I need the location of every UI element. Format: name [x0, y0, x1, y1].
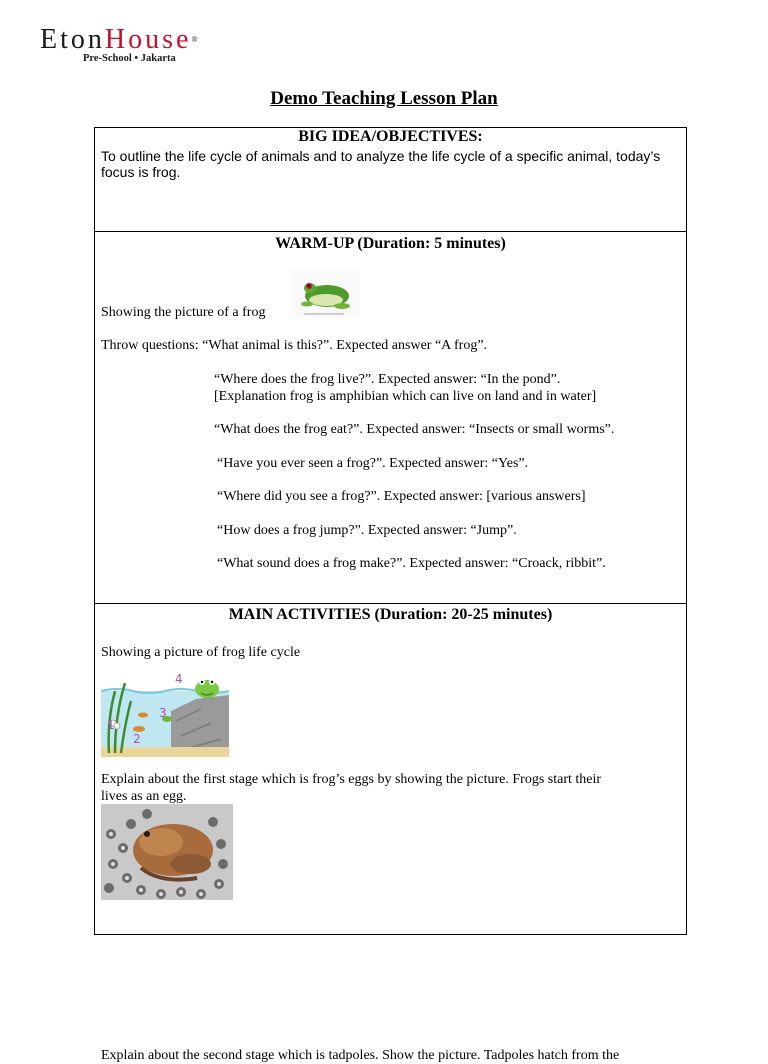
- main-activities-section: [95, 603, 686, 1063]
- warmup-question-live-note: [Explanation frog is amphibian which can live on land and in water]: [214, 389, 597, 404]
- lesson-plan-table: [94, 127, 687, 1063]
- warmup-heading: WARM-UP (Duration: 5 minutes): [275, 235, 506, 252]
- cycle-number-2: 2: [133, 732, 141, 746]
- main-activities-heading: MAIN ACTIVITIES (Duration: 20-25 minutes): [228, 606, 553, 623]
- objectives-text: To outline the life cycle of animals and to analyze the life cycle of a specific animal, today’s focus is frog.: [101, 148, 661, 180]
- logo-brand: [40, 24, 198, 56]
- objectives-heading: BIG IDEA/OBJECTIVES:: [298, 128, 483, 145]
- frog-eggs-picture: [101, 804, 233, 900]
- main-show-cycle: Showing a picture of frog life cycle: [101, 645, 301, 660]
- logo-brand-second: House: [104, 24, 192, 55]
- frog-life-cycle-picture: [101, 661, 229, 757]
- logo-subtitle: Pre-School • Jakarta: [83, 53, 176, 64]
- warmup-question-jump: “How does a frog jump?”. Expected answer: “Jump”.: [217, 523, 517, 538]
- warmup-question-where-seen: “Where did you see a frog?”. Expected answer: [various answers]: [217, 489, 586, 504]
- logo-brand-first: Eton: [40, 24, 105, 55]
- cycle-number-3: 3: [159, 706, 167, 720]
- cycle-number-4: 4: [175, 672, 183, 686]
- stage2-text-line1: Explain about the second stage which is tadpoles. Show the picture. Tadpoles hatch from the: [101, 1048, 620, 1063]
- warmup-question-seen: “Have you ever seen a frog?”. Expected answer: “Yes”.: [217, 456, 529, 471]
- frog-picture: [290, 270, 360, 318]
- logo-registered-mark: ®: [191, 35, 198, 44]
- warmup-question-live: “Where does the frog live?”. Expected answer: “In the pond”.: [214, 372, 561, 387]
- warmup-question-sound: “What sound does a frog make?”. Expected answer: “Croack, ribbit”.: [217, 556, 606, 571]
- warmup-section: [95, 231, 686, 604]
- warmup-questions-intro: Throw questions: “What animal is this?”. Expected answer “A frog”.: [101, 338, 488, 353]
- stage1-text-line2: lives as an egg.: [101, 789, 187, 804]
- document-title: Demo Teaching Lesson Plan: [270, 88, 498, 109]
- stage1-text-line1: Explain about the first stage which is frog’s eggs by showing the picture. Frogs start their: [101, 772, 602, 787]
- warmup-show-picture: Showing the picture of a frog: [101, 305, 266, 320]
- warmup-question-eat: “What does the frog eat?”. Expected answer: “Insects or small worms”.: [214, 422, 615, 437]
- cycle-number-1: 1: [107, 718, 115, 732]
- eton-house-logo: [40, 24, 240, 68]
- objectives-section: [95, 128, 686, 231]
